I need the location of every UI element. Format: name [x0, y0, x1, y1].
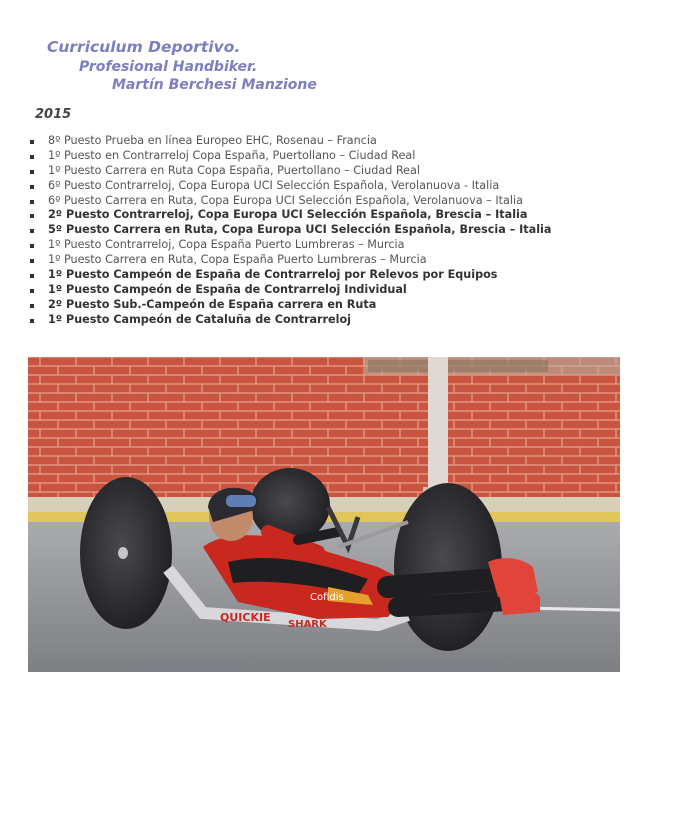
- bullet-icon: [30, 214, 34, 218]
- result-item: [30, 149, 551, 164]
- result-text: 6º Puesto Contrarreloj, Copa Europa UCI Selección Española, Verolanuova - Italia: [48, 178, 500, 192]
- frame-brand-label: QUICKIE: [220, 611, 271, 624]
- result-item: [30, 164, 551, 179]
- result-text: 1º Puesto Carrera en Ruta Copa España, Puertollano – Ciudad Real: [48, 163, 420, 177]
- bullet-icon: [30, 200, 34, 204]
- bullet-icon: [30, 244, 34, 248]
- bullet-icon: [30, 289, 34, 293]
- bullet-icon: [30, 185, 34, 189]
- result-item: [30, 223, 551, 238]
- bullet-icon: [30, 140, 34, 144]
- result-text: 2º Puesto Contrarreloj, Copa Europa UCI Selección Española, Brescia – Italia: [48, 208, 528, 222]
- document-title: Curriculum Deportivo.: [47, 38, 241, 56]
- result-text: 5º Puesto Carrera en Ruta, Copa Europa UCI Selección Española, Brescia – Italia: [48, 223, 552, 237]
- result-item: [30, 283, 551, 298]
- bullet-icon: [30, 170, 34, 174]
- athlete-name: Martín Berchesi Manzione: [112, 77, 317, 93]
- bullet-icon: [30, 319, 34, 323]
- result-item: [30, 238, 551, 253]
- handbike-photo: [28, 357, 620, 672]
- result-text: 1º Puesto Contrarreloj, Copa España Puerto Lumbreras – Murcia: [48, 238, 405, 252]
- result-text: 1º Puesto Campeón de Cataluña de Contrarreloj: [48, 312, 351, 326]
- result-text: 1º Puesto Carrera en Ruta, Copa España Puerto Lumbreras – Murcia: [48, 253, 427, 267]
- result-text: 1º Puesto Campeón de España de Contrarreloj Individual: [48, 282, 407, 296]
- bullet-icon: [30, 304, 34, 308]
- document-subtitle: Profesional Handbiker.: [79, 59, 258, 75]
- result-text: 1º Puesto Campeón de España de Contrarreloj por Relevos por Equipos: [48, 268, 498, 282]
- result-item: [30, 208, 551, 223]
- result-text: 2º Puesto Sub.-Campeón de España carrera en Ruta: [48, 297, 377, 311]
- bullet-icon: [30, 155, 34, 159]
- result-item: [30, 194, 551, 209]
- result-text: 6º Puesto Carrera en Ruta, Copa Europa UCI Selección Española, Verolanuova – Italia: [48, 193, 523, 207]
- result-item: [30, 179, 551, 194]
- result-item: [30, 268, 551, 283]
- result-text: 8º Puesto Prueba en línea Europeo EHC, Rosenau – Francia: [48, 134, 377, 147]
- bullet-icon: [30, 274, 34, 278]
- bullet-icon: [30, 259, 34, 263]
- jersey-brand-label: Cofidis: [310, 592, 344, 603]
- result-item: [30, 253, 551, 268]
- result-item: [30, 298, 551, 313]
- results-list: [30, 134, 551, 328]
- result-item: [30, 134, 551, 149]
- season-year: 2015: [35, 107, 72, 122]
- result-text: 1º Puesto en Contrarreloj Copa España, Puertollano – Ciudad Real: [48, 148, 416, 162]
- frame-model-label: SHARK: [288, 619, 327, 630]
- bullet-icon: [30, 229, 34, 233]
- result-item: [30, 313, 551, 328]
